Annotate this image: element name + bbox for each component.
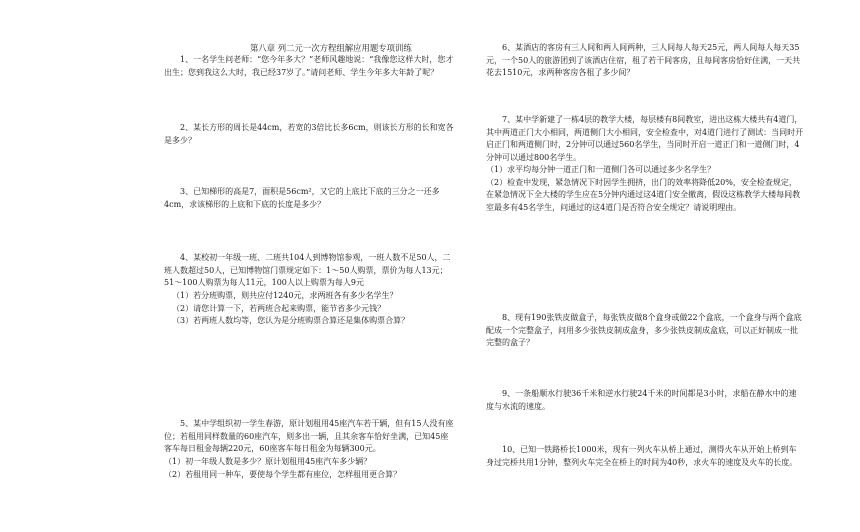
question-5: 5、某中学组织初一学生春游，原计划租用45座汽车若干辆，但有15人没有座位；若租用同样数量的60座汽车，则多出一辆，且其余客车恰好坐满，已知45座客车每日租金每辆220元，60座客车每日租金为每辆300元。 [164,419,454,454]
question-4-part-2: （2）请您计算一下，若两班合起来购票，能节省多少元钱？ [172,303,386,313]
question-5-part-1: （1）初一年级人数是多少？原计划租用45座汽车多少辆？ [164,457,372,466]
question-10: 10、已知一铁路桥长1000米，现有一列火车从桥上通过，测得火车从开始上桥到车身过完桥共用1分钟，整列火车完全在桥上的时间为40秒，求火车的速度及火车的长度。 [486,445,798,467]
question-6: 6、某酒店的客房有三人间和两人间两种，三人间每人每天25元，两人间每人每天35元，一个50人的旅游团到了该酒店住宿，租了若干间客房，且每间客房恰好住满，一天共花去1510元，求两种客房各租了多少间？ [486,43,801,78]
question-8: 8、现有190张铁皮做盒子，每张铁皮做8个盒身或做22个盒底，一个盒身与两个盒底配成一个完整盒子，问用多少张铁皮制成盒身，多少张铁皮制成盒底，可以正好制成一批完整的盒子？ [486,313,802,348]
question-4: 4、某校初一年级一班、二班共104人到博物馆参观，一班人数不足50人，二班人数超过50人，已知博物馆门票规定如下：1～50人购票，票价为每人13元；51～100人购票为每人11元，100人以上购票为每人9元 [164,253,451,288]
question-2: 2、某长方形的周长是44cm，若宽的3倍比长多6cm，则该长方形的长和宽各是多少？ [164,123,454,145]
question-3: 3、已知梯形的高是7，面积是56cm²，又它的上底比下底的三分之一还多4cm，求该梯形的上底和下底的长度是多少？ [164,187,440,209]
page-title: 第八章 列二元一次方程组解应用题专项训练 [250,43,412,53]
question-1: 1、一名学生问老师：“您今年多大？”老师风趣地说：“我像您这样大时，您才出生；您到我这么大时，我已经37岁了。”请问老师、学生今年多大年龄了呢？ [164,55,454,77]
question-9: 9、一条船顺水行驶36千米和逆水行驶24千米的时间都是3小时，求船在静水中的速度与水流的速度。 [486,389,797,411]
question-7: 7、某中学新建了一栋4层的教学大楼，每层楼有8间教室，进出这栋大楼共有4道门，其中两道正门大小相同，两道侧门大小相同，安全检查中，对4道门进行了测试：当同时开启正门和两道侧门时，2分钟可以通过560名学生，当同时开启一道正门和一道侧门时，4分钟可以通过800名学生。 [486,115,804,162]
question-4-part-1: （1）若分班购票，则共应付1240元，求两班各有多少名学生？ [172,291,398,300]
question-7-part-1: （1）求平均每分钟一道正门和一道侧门各可以通过多少名学生？ [486,165,716,174]
question-4-part-3: （3）若两班人数均等，您认为是分班购票合算还是集体购票合算？ [172,316,410,325]
question-5-part-2: （2）若租用同一种车，要使每个学生都有座位，怎样租用更合算？ [164,469,402,479]
question-7-part-2: （2）检查中发现，紧急情况下时因学生拥挤，出门的效率将降低20%，安全检查规定，在紧急情况下全大楼的学生应在5分钟内通过这4道门安全撤离，假设这栋教学大楼每间教室最多有45名学生，问通过的这4道门是否符合安全规定？请说明理由。 [486,177,801,212]
